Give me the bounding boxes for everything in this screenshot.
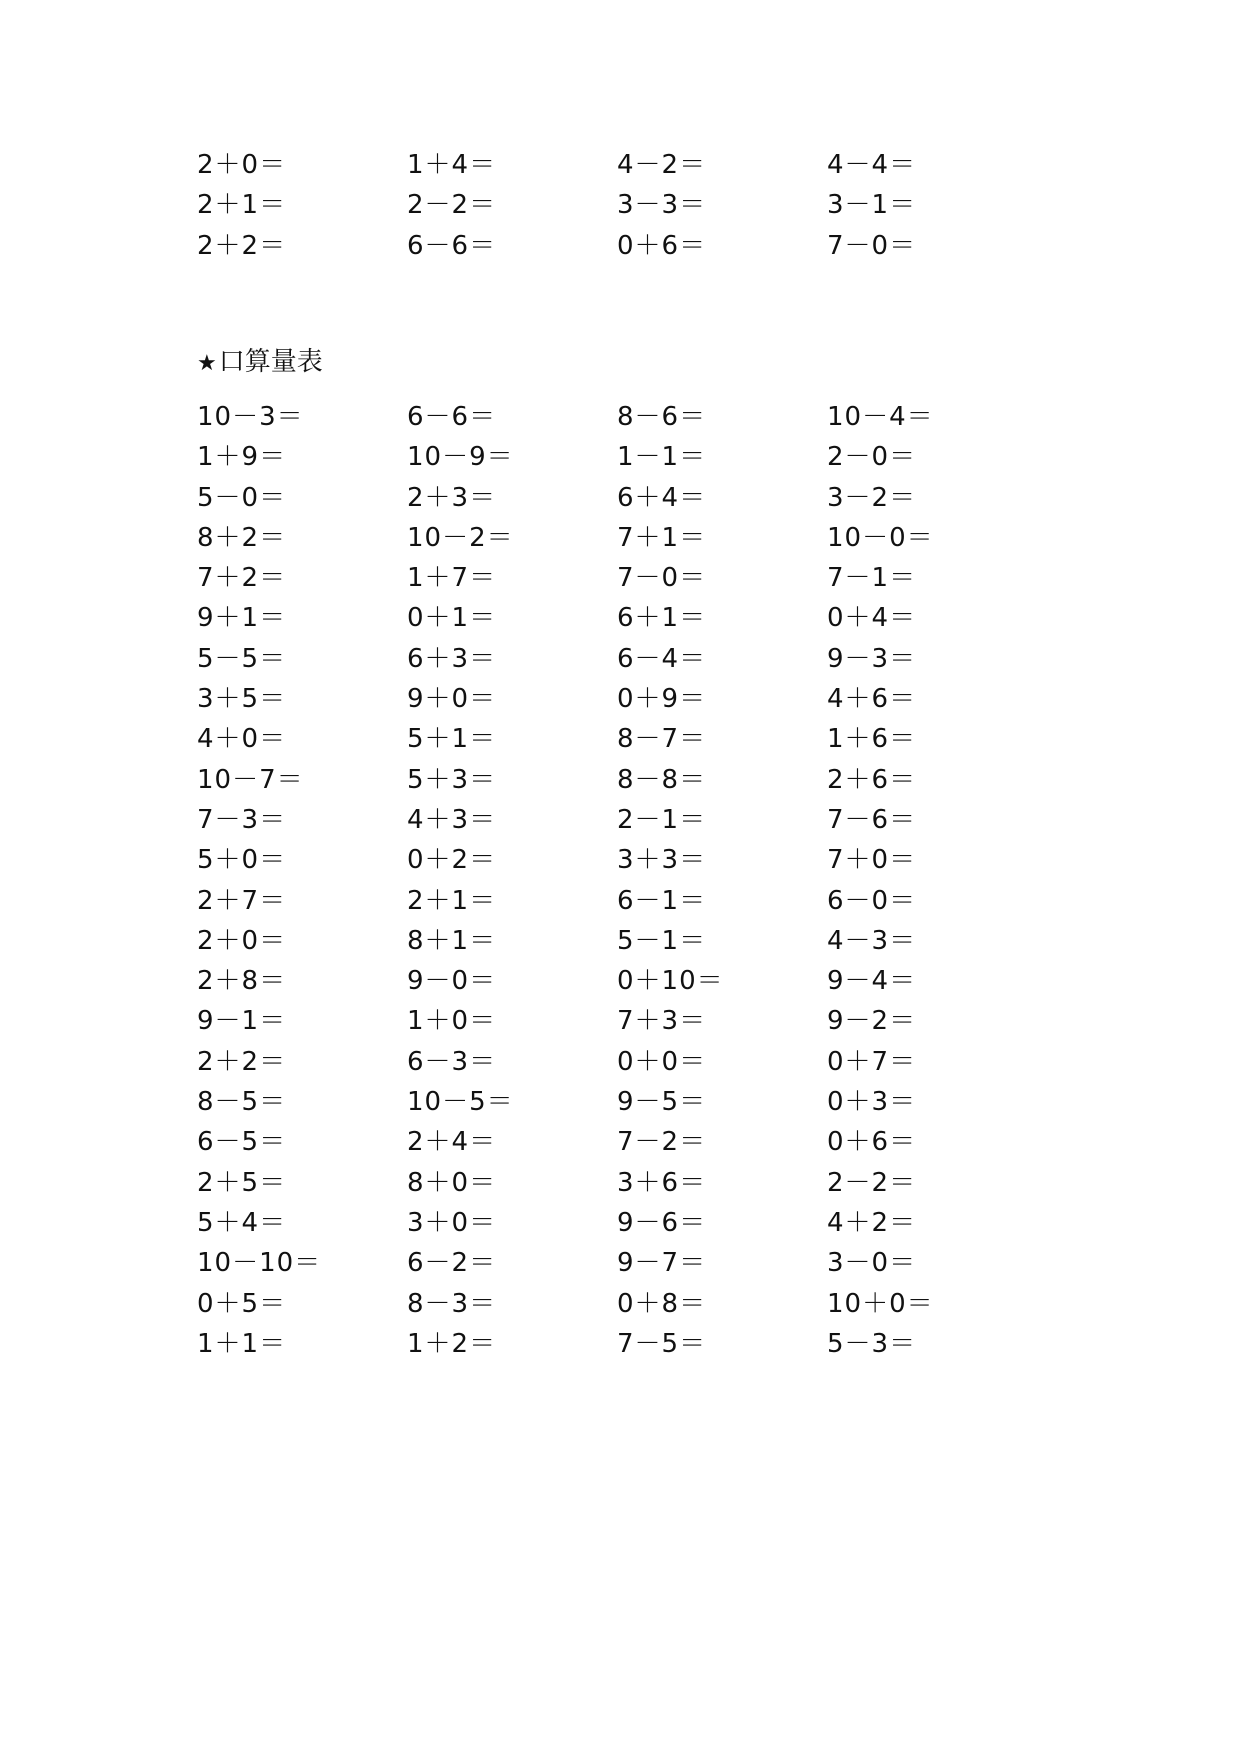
exercise-item: 6－2＝	[407, 1248, 497, 1279]
exercise-row	[197, 1243, 1057, 1283]
exercise-row	[197, 226, 1057, 266]
exercise-item: 9－1＝	[197, 1006, 287, 1037]
exercise-item: 10－10＝	[197, 1248, 322, 1279]
exercise-item: 0＋6＝	[617, 230, 707, 261]
exercise-item: 6－6＝	[407, 230, 497, 261]
top-exercise-block	[197, 145, 1057, 266]
exercise-item: 9－4＝	[827, 966, 917, 997]
exercise-row	[197, 1042, 1057, 1082]
exercise-item: 10－7＝	[197, 764, 304, 795]
exercise-item: 5＋4＝	[197, 1207, 287, 1238]
exercise-row	[197, 881, 1057, 921]
exercise-item: 9－3＝	[827, 643, 917, 674]
exercise-item: 0＋8＝	[617, 1288, 707, 1319]
exercise-item: 9－2＝	[827, 1006, 917, 1037]
exercise-item: 10－4＝	[827, 402, 934, 432]
exercise-item: 4＋6＝	[827, 684, 917, 715]
exercise-item: 10－5＝	[407, 1087, 514, 1118]
exercise-row	[197, 518, 1057, 558]
exercise-item: 0＋4＝	[827, 603, 917, 634]
exercise-item: 5＋1＝	[407, 724, 497, 755]
exercise-item: 6－4＝	[617, 643, 707, 674]
exercise-row	[197, 437, 1057, 477]
exercise-item: 10－2＝	[407, 522, 514, 553]
section-heading	[197, 342, 323, 384]
exercise-item: 10＋0＝	[827, 1288, 934, 1319]
exercise-item: 0＋0＝	[617, 1046, 707, 1077]
exercise-item: 7－3＝	[197, 804, 287, 835]
exercise-row	[197, 1324, 1057, 1364]
exercise-item: 0＋1＝	[407, 603, 497, 634]
exercise-item: 2－0＝	[827, 442, 917, 473]
exercise-item: 8－6＝	[617, 402, 707, 432]
exercise-row	[197, 1122, 1057, 1162]
exercise-row	[197, 679, 1057, 719]
exercise-row	[197, 558, 1057, 598]
main-exercise-block	[197, 397, 1057, 1364]
exercise-item: 0＋6＝	[827, 1127, 917, 1158]
exercise-item: 4＋3＝	[407, 804, 497, 835]
star-icon: ★	[197, 351, 217, 376]
exercise-item: 2＋3＝	[407, 482, 497, 513]
section-title-text: 口算量表	[218, 347, 323, 377]
exercise-item: 8－3＝	[407, 1288, 497, 1319]
exercise-item: 9＋0＝	[407, 684, 497, 715]
exercise-item: 5－1＝	[617, 925, 707, 956]
exercise-item: 10－0＝	[827, 522, 934, 553]
exercise-item: 4＋0＝	[197, 724, 287, 755]
exercise-item: 7－0＝	[617, 563, 707, 594]
exercise-item: 0＋5＝	[197, 1288, 287, 1319]
exercise-item: 2＋0＝	[197, 925, 287, 956]
exercise-item: 2－2＝	[827, 1167, 917, 1198]
exercise-row	[197, 800, 1057, 840]
exercise-item: 3＋0＝	[407, 1207, 497, 1238]
exercise-row	[197, 1203, 1057, 1243]
exercise-item: 8＋1＝	[407, 925, 497, 956]
exercise-item: 1＋0＝	[407, 1006, 497, 1037]
exercise-item: 5－3＝	[827, 1328, 917, 1359]
exercise-item: 6＋1＝	[617, 603, 707, 634]
exercise-item: 4－3＝	[827, 925, 917, 956]
exercise-item: 8－8＝	[617, 764, 707, 795]
exercise-item: 9－0＝	[407, 966, 497, 997]
exercise-item: 7＋3＝	[617, 1006, 707, 1037]
exercise-item: 3＋6＝	[617, 1167, 707, 1198]
exercise-item: 2＋2＝	[197, 1046, 287, 1077]
exercise-item: 2＋1＝	[197, 190, 287, 221]
exercise-row	[197, 1284, 1057, 1324]
exercise-item: 2＋6＝	[827, 764, 917, 795]
exercise-item: 9－6＝	[617, 1207, 707, 1238]
exercise-item: 5＋0＝	[197, 845, 287, 876]
exercise-item: 9－5＝	[617, 1087, 707, 1118]
exercise-item: 7－1＝	[827, 563, 917, 594]
exercise-item: 3＋5＝	[197, 684, 287, 715]
exercise-row	[197, 1163, 1057, 1203]
exercise-item: 10－3＝	[197, 402, 304, 432]
exercise-item: 9＋1＝	[197, 603, 287, 634]
exercise-row	[197, 961, 1057, 1001]
exercise-item: 6－5＝	[197, 1127, 287, 1158]
exercise-item: 1＋4＝	[407, 150, 497, 180]
exercise-item: 6－3＝	[407, 1046, 497, 1077]
exercise-item: 9－7＝	[617, 1248, 707, 1279]
exercise-item: 1＋2＝	[407, 1328, 497, 1359]
exercise-item: 2＋4＝	[407, 1127, 497, 1158]
exercise-row	[197, 478, 1057, 518]
exercise-item: 6＋3＝	[407, 643, 497, 674]
exercise-item: 2－2＝	[407, 190, 497, 221]
exercise-item: 8＋2＝	[197, 522, 287, 553]
exercise-item: 3＋3＝	[617, 845, 707, 876]
exercise-item: 7－2＝	[617, 1127, 707, 1158]
exercise-item: 4－2＝	[617, 150, 707, 180]
exercise-row	[197, 840, 1057, 880]
exercise-item: 4－4＝	[827, 150, 917, 180]
exercise-item: 1－1＝	[617, 442, 707, 473]
exercise-item: 2＋8＝	[197, 966, 287, 997]
exercise-item: 7＋2＝	[197, 563, 287, 594]
exercise-item: 2－1＝	[617, 804, 707, 835]
exercise-item: 6－6＝	[407, 402, 497, 432]
exercise-item: 8－5＝	[197, 1087, 287, 1118]
exercise-item: 5－5＝	[197, 643, 287, 674]
exercise-item: 0＋2＝	[407, 845, 497, 876]
exercise-row	[197, 719, 1057, 759]
exercise-item: 3－1＝	[827, 190, 917, 221]
exercise-row	[197, 921, 1057, 961]
exercise-row	[197, 639, 1057, 679]
exercise-row	[197, 1082, 1057, 1122]
exercise-item: 1＋7＝	[407, 563, 497, 594]
exercise-item: 0＋7＝	[827, 1046, 917, 1077]
exercise-item: 2＋7＝	[197, 885, 287, 916]
exercise-item: 2＋5＝	[197, 1167, 287, 1198]
exercise-item: 1＋6＝	[827, 724, 917, 755]
exercise-item: 6－0＝	[827, 885, 917, 916]
exercise-item: 1＋9＝	[197, 442, 287, 473]
exercise-item: 8－7＝	[617, 724, 707, 755]
exercise-item: 7－6＝	[827, 804, 917, 835]
exercise-item: 1＋1＝	[197, 1328, 287, 1359]
exercise-item: 5＋3＝	[407, 764, 497, 795]
exercise-item: 3－3＝	[617, 190, 707, 221]
exercise-item: 7－5＝	[617, 1328, 707, 1359]
exercise-item: 0＋9＝	[617, 684, 707, 715]
exercise-item: 6－1＝	[617, 885, 707, 916]
exercise-item: 3－0＝	[827, 1248, 917, 1279]
exercise-item: 2＋1＝	[407, 885, 497, 916]
exercise-row	[197, 397, 1057, 437]
exercise-row	[197, 760, 1057, 800]
exercise-item: 7＋0＝	[827, 845, 917, 876]
exercise-item: 0＋3＝	[827, 1087, 917, 1118]
exercise-row	[197, 145, 1057, 185]
exercise-row	[197, 598, 1057, 638]
exercise-row	[197, 1001, 1057, 1041]
exercise-item: 2＋0＝	[197, 150, 287, 180]
exercise-item: 3－2＝	[827, 482, 917, 513]
exercise-item: 0＋10＝	[617, 966, 724, 997]
exercise-item: 2＋2＝	[197, 230, 287, 261]
exercise-row	[197, 185, 1057, 225]
exercise-item: 4＋2＝	[827, 1207, 917, 1238]
exercise-item: 8＋0＝	[407, 1167, 497, 1198]
exercise-item: 7－0＝	[827, 230, 917, 261]
exercise-item: 10－9＝	[407, 442, 514, 473]
exercise-item: 7＋1＝	[617, 522, 707, 553]
exercise-item: 6＋4＝	[617, 482, 707, 513]
exercise-item: 5－0＝	[197, 482, 287, 513]
